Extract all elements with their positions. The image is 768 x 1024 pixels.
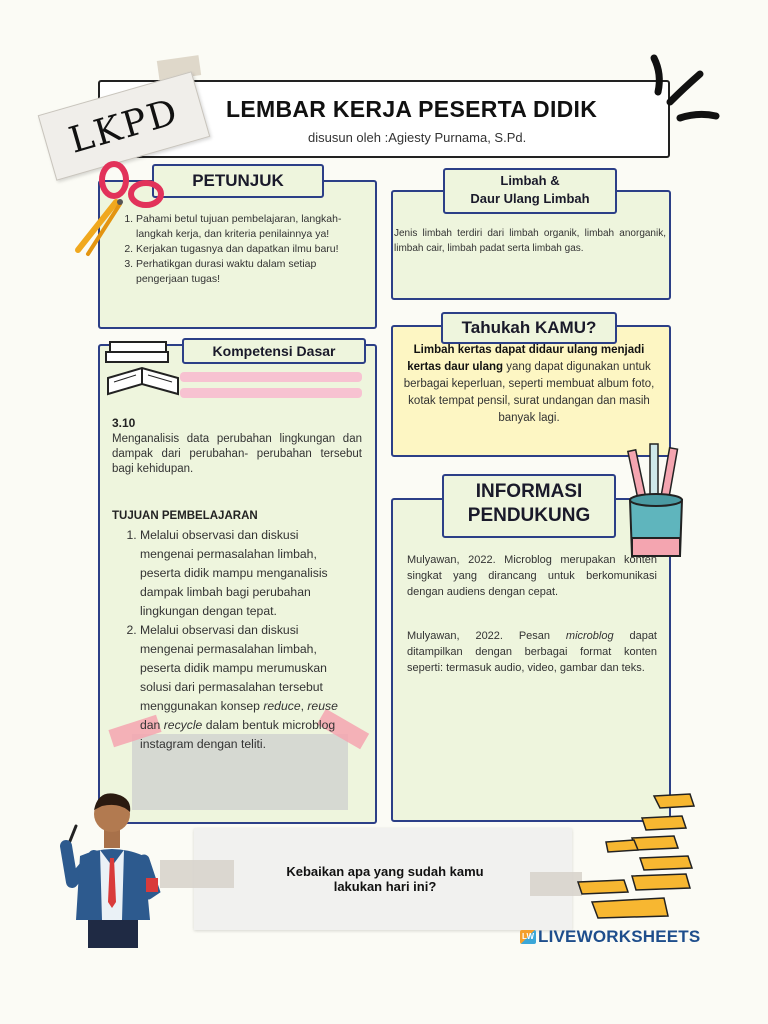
tujuan-item-2-pre: Melalui observasi dan diskusi mengenai permasalahan limbah, peserta didik mampu merumuskan solusi dari permasalahan tersebut menggunakan konsep	[140, 623, 327, 713]
tujuan-item-2-reuse: reuse	[307, 699, 338, 713]
informasi-title	[442, 474, 616, 538]
tujuan-item-2-recycle: recycle	[163, 718, 203, 732]
pencil-cup-icon	[624, 440, 688, 564]
stepping-stones-icon	[572, 788, 696, 934]
kompetensi-title: Kompetensi Dasar	[182, 338, 366, 364]
petunjuk-title: PETUNJUK	[152, 164, 324, 198]
tahukah-rest-text: yang dapat digunakan untuk berbagai keperluan, seperti membuat album foto, kotak tempat pensil, surat undangan dan masih banyak lagi.	[403, 361, 655, 424]
limbah-title-line2: Daur Ulang Limbah	[470, 191, 590, 206]
limbah-title	[443, 168, 617, 214]
petunjuk-item-2: 2. Kerjakan tugasnya dan dapatkan ilmu baru!	[136, 242, 348, 257]
exclamation-decoration-icon	[640, 52, 720, 128]
question-line2: lakukan hari ini?	[333, 879, 437, 894]
question-text	[240, 864, 530, 894]
informasi-para2	[407, 628, 657, 676]
informasi-para2-italic: microblog	[565, 630, 614, 642]
page-subtitle: disusun oleh :Agiesty Purnama, S.Pd.	[308, 130, 527, 145]
informasi-para1: Mulyawan, 2022. Microblog merupakan konten singkat yang dirancang untuk berkomunikasi dengan audiens dengan cepat.	[407, 554, 657, 598]
informasi-title-line1: INFORMASI	[475, 481, 583, 502]
scissors-icon	[68, 158, 168, 258]
tujuan-title: TUJUAN PEMBELAJARAN	[112, 510, 258, 522]
tahukah-title: Tahukah KAMU?	[441, 312, 617, 344]
liveworksheets-logo-icon: LW	[520, 930, 536, 944]
pink-highlight-2	[180, 388, 362, 398]
tujuan-item-2-reduce: reduce	[263, 699, 301, 713]
tujuan-list	[122, 526, 354, 754]
tahukah-bold-text: Limbah kertas dapat didaur ulang menjadi kertas daur ulang	[407, 344, 645, 373]
tujuan-item-2-post: dalam bentuk microblog instagram dengan teliti.	[140, 718, 336, 751]
tujuan-item-2-dan: dan	[140, 718, 164, 732]
kd-number: 3.10	[112, 416, 136, 430]
petunjuk-item-3: 3. Perhatikgan durasi waktu dalam setiap pengerjaan tugas!	[136, 257, 348, 287]
informasi-para2-pre: Mulyawan, 2022. Pesan	[407, 630, 566, 642]
tujuan-item-1: 1. Melalui observasi dan diskusi mengenai permasalahan limbah, peserta didik mampu menganalisis dampak limbah bagi perubahan lingkungan dengan tepat.	[140, 526, 354, 621]
limbah-title-line1: Limbah &	[500, 173, 560, 188]
tujuan-item-2-comma: ,	[300, 699, 308, 713]
tujuan-item-2	[140, 621, 354, 754]
liveworksheets-logo	[520, 928, 720, 946]
tahukah-text	[400, 342, 658, 427]
tape-left-bottom	[160, 860, 234, 888]
lkpd-stamp-text: LKPD	[64, 90, 184, 162]
informasi-title-line2: PENDUKUNG	[467, 505, 591, 526]
kd-text: Menganalisis data perubahan lingkungan dan dampak dari perubahan- perubahan tersebut bagi kehidupan.	[112, 433, 362, 475]
question-line1: Kebaikan apa yang sudah kamu	[286, 864, 484, 879]
page-title: LEMBAR KERJA PESERTA DIDIK	[226, 96, 598, 122]
informasi-para2-post: dapat ditampilkan dengan berbagai format konten seperti: termasuk audio, video, gambar dan teks.	[407, 630, 657, 674]
liveworksheets-brand[interactable]: LIVEWORKSHEETS	[538, 927, 701, 946]
petunjuk-item-1: 1. Pahami betul tujuan pembelajaran, langkah-langkah kerja, dan kriteria penilainnya ya!	[136, 212, 348, 242]
limbah-text: Jenis limbah terdiri dari limbah organik, limbah anorganik, limbah cair, limbah padat serta limbah gas.	[394, 228, 666, 254]
teacher-illustration-icon	[58, 786, 170, 950]
books-icon	[104, 338, 182, 400]
pink-highlight-1	[180, 372, 362, 382]
